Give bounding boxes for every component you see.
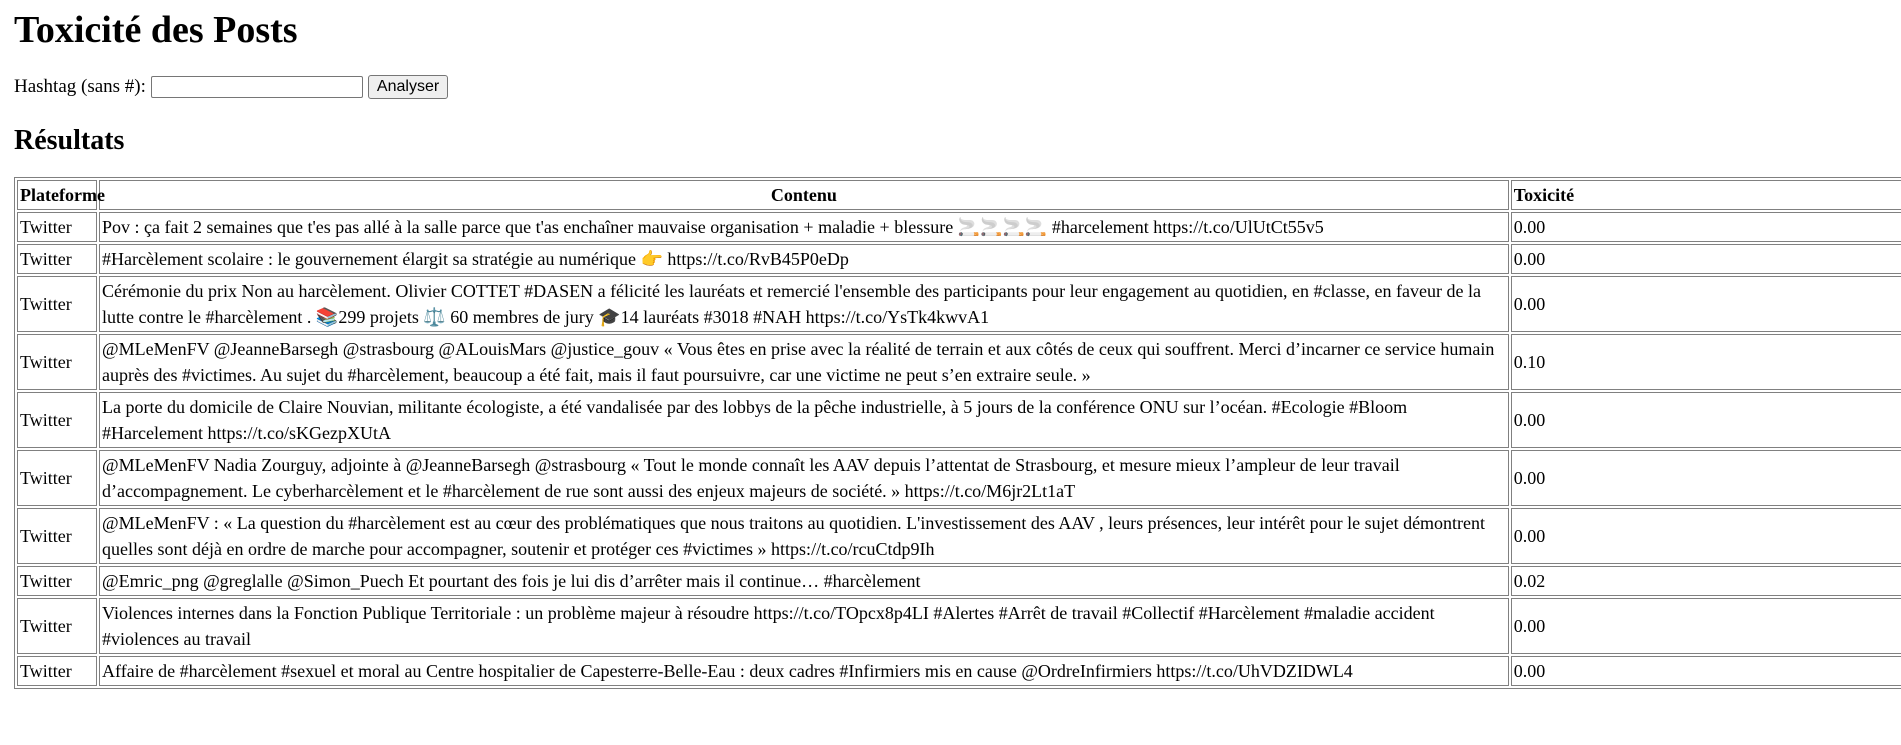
cell-content: @Emric_png @greglalle @Simon_Puech Et pourtant des fois je lui dis d’arrêter mais il continue… #harcèlement <box>99 566 1509 596</box>
cell-platform: Twitter <box>17 212 97 242</box>
cell-platform: Twitter <box>17 656 97 686</box>
cell-toxicity: 0.00 <box>1511 276 1901 332</box>
cell-toxicity: 0.00 <box>1511 450 1901 506</box>
cell-content: @MLeMenFV : « La question du #harcèlement est au cœur des problématiques que nous traitons au quotidien. L'investissement des AAV , leurs présences, leur intérêt pour le sujet démontrent quelles sont déjà en ordre de marche pour accompagner, soutenir et protéger ces #victimes » https://t.co/rcuCtdp9Ih <box>99 508 1509 564</box>
cell-platform: Twitter <box>17 450 97 506</box>
cell-content: @MLeMenFV @JeanneBarsegh @strasbourg @ALouisMars @justice_gouv « Vous êtes en prise avec la réalité de terrain et aux côtés de ceux qui souffrent. Merci d’incarner ce service humain auprès des #victimes. Au sujet du #harcèlement, beaucoup a été fait, mais il faut poursuivre, car une victime ne peut s’en extraire seule. » <box>99 334 1509 390</box>
cell-platform: Twitter <box>17 566 97 596</box>
results-table <box>14 177 1901 689</box>
cell-platform: Twitter <box>17 598 97 654</box>
table-row <box>17 656 1901 686</box>
cell-content: Affaire de #harcèlement #sexuel et moral au Centre hospitalier de Capesterre-Belle-Eau : deux cadres #Infirmiers mis en cause @OrdreInfirmiers https://t.co/UhVDZIDWL4 <box>99 656 1509 686</box>
cell-toxicity: 0.00 <box>1511 508 1901 564</box>
table-row <box>17 508 1901 564</box>
cell-platform: Twitter <box>17 392 97 448</box>
cell-content: Violences internes dans la Fonction Publique Territoriale : un problème majeur à résoudre https://t.co/TOpcx8p4LI #Alertes #Arrêt de travail #Collectif #Harcèlement #maladie accident #violences au travail <box>99 598 1509 654</box>
column-header-platform: Plateforme <box>17 180 97 210</box>
cell-content: #Harcèlement scolaire : le gouvernement élargit sa stratégie au numérique 👉 https://t.co/RvB45P0eDp <box>99 244 1509 274</box>
cell-toxicity: 0.10 <box>1511 334 1901 390</box>
cell-content: @MLeMenFV Nadia Zourguy, adjointe à @JeanneBarsegh @strasbourg « Tout le monde connaît les AAV depuis l’attentat de Strasbourg, et mesure mieux l’ampleur de leur travail d’accompagnement. Le cyberharcèlement et le #harcèlement de rue sont aussi des enjeux majeurs de société. » https://t.co/M6jr2Lt1aT <box>99 450 1509 506</box>
cell-content: Cérémonie du prix Non au harcèlement. Olivier COTTET #DASEN a félicité les lauréats et remercié l'ensemble des participants pour leur engagement au quotidien, en #classe, en faveur de la lutte contre le #harcèlement . 📚299 projets ⚖️ 60 membres de jury 🎓14 lauréats #3018 #NAH https://t.co/YsTk4kwvA1 <box>99 276 1509 332</box>
results-table-body <box>17 212 1901 686</box>
table-row <box>17 276 1901 332</box>
analyze-button[interactable]: Analyser <box>368 75 448 99</box>
page-title: Toxicité des Posts <box>14 9 298 51</box>
cell-platform: Twitter <box>17 334 97 390</box>
table-header-row <box>17 180 1901 210</box>
table-row <box>17 598 1901 654</box>
table-row <box>17 392 1901 448</box>
cell-toxicity: 0.00 <box>1511 244 1901 274</box>
hashtag-input[interactable] <box>151 76 363 98</box>
cell-platform: Twitter <box>17 244 97 274</box>
table-row <box>17 566 1901 596</box>
hashtag-label: Hashtag (sans #): <box>14 75 146 97</box>
table-row <box>17 450 1901 506</box>
cell-toxicity: 0.00 <box>1511 656 1901 686</box>
cell-toxicity: 0.00 <box>1511 392 1901 448</box>
cell-toxicity: 0.00 <box>1511 598 1901 654</box>
table-row <box>17 244 1901 274</box>
cell-toxicity: 0.00 <box>1511 212 1901 242</box>
cell-content: Pov : ça fait 2 semaines que t'es pas allé à la salle parce que t'as enchaîner mauvaise organisation + maladie + blessure 🚬🚬🚬🚬 #harcelement https://t.co/UlUtCt55v5 <box>99 212 1509 242</box>
cell-platform: Twitter <box>17 508 97 564</box>
column-header-toxicity: Toxicité <box>1511 180 1901 210</box>
cell-toxicity: 0.02 <box>1511 566 1901 596</box>
hashtag-form <box>14 73 1901 100</box>
cell-platform: Twitter <box>17 276 97 332</box>
cell-content: La porte du domicile de Claire Nouvian, militante écologiste, a été vandalisée par des lobbys de la pêche industrielle, à 5 jours de la conférence ONU sur l’océan. #Ecologie #Bloom #Harcelement https://t.co/sKGezpXUtA <box>99 392 1509 448</box>
column-header-content: Contenu <box>99 180 1509 210</box>
results-heading: Résultats <box>14 125 125 156</box>
table-row <box>17 334 1901 390</box>
table-row <box>17 212 1901 242</box>
main-content <box>14 0 1901 689</box>
